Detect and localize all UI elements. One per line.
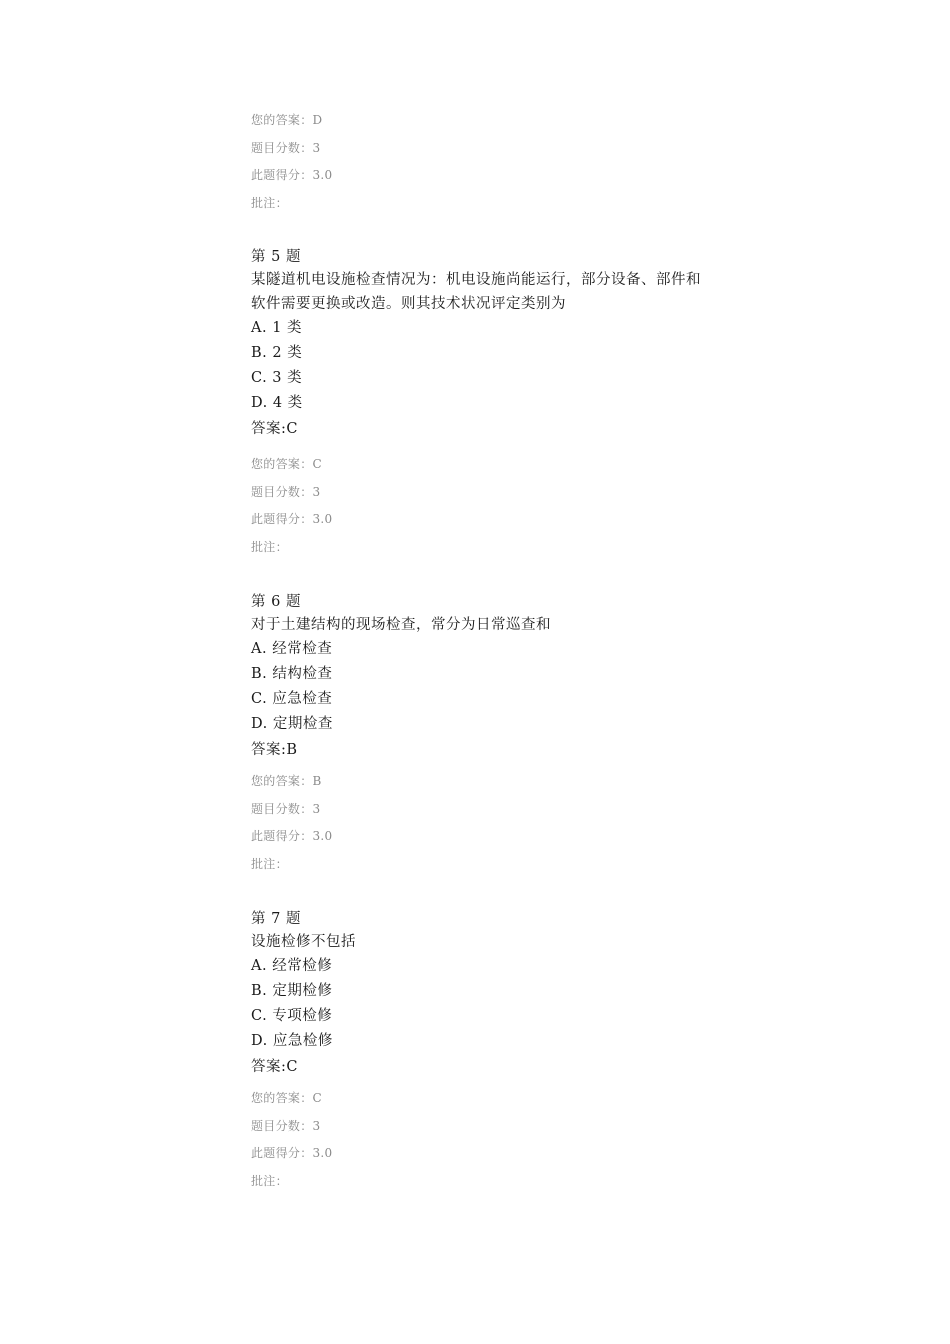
question-5	[251, 246, 711, 442]
question-title: 第 7 题	[251, 911, 301, 927]
option-b: B. 定期检修	[251, 983, 333, 999]
question-score: 题目分数：3	[251, 801, 321, 816]
option-b: B. 2 类	[251, 345, 303, 361]
option-b: B. 结构检查	[251, 666, 333, 682]
your-answer: 您的答案：D	[251, 113, 323, 127]
option-a: A. 经常检查	[251, 641, 333, 657]
question-score: 题目分数：3	[251, 484, 321, 499]
option-d: D. 4 类	[251, 395, 303, 411]
earned-score: 此题得分：3.0	[251, 512, 333, 526]
result-block-q6	[251, 768, 332, 878]
comment-label: 批注：	[251, 1173, 288, 1188]
your-answer: 您的答案：C	[251, 457, 322, 471]
question-title: 第 6 题	[251, 594, 301, 610]
question-stem: 对于土建结构的现场检查，常分为日常巡查和	[251, 617, 551, 633]
question-title: 第 5 题	[251, 249, 301, 265]
earned-score: 此题得分：3.0	[251, 1146, 333, 1160]
correct-answer: 答案:C	[251, 421, 298, 437]
option-c: C. 专项检修	[251, 1008, 333, 1024]
comment-label: 批注：	[251, 539, 288, 554]
option-d: D. 应急检修	[251, 1033, 333, 1049]
result-block-q7	[251, 1085, 332, 1195]
question-score: 题目分数：3	[251, 1118, 321, 1133]
question-6	[251, 591, 711, 763]
question-stem: 设施检修不包括	[251, 934, 356, 950]
correct-answer: 答案:B	[251, 742, 298, 758]
comment-label: 批注：	[251, 856, 288, 871]
result-block-q5	[251, 451, 332, 561]
your-answer: 您的答案：B	[251, 774, 322, 788]
result-block-q4	[251, 107, 332, 217]
earned-score: 此题得分：3.0	[251, 829, 333, 843]
comment-label: 批注：	[251, 195, 288, 210]
earned-score: 此题得分：3.0	[251, 168, 333, 182]
option-a: A. 1 类	[251, 320, 303, 336]
correct-answer: 答案:C	[251, 1059, 298, 1075]
question-stem: 某隧道机电设施检查情况为：机电设施尚能运行，部分设备、部件和软件需要更换或改造。则其技术状况评定类别为	[251, 272, 701, 312]
option-c: C. 应急检查	[251, 691, 333, 707]
question-score: 题目分数：3	[251, 140, 321, 155]
your-answer: 您的答案：C	[251, 1091, 322, 1105]
option-a: A. 经常检修	[251, 958, 333, 974]
option-c: C. 3 类	[251, 370, 303, 386]
option-d: D. 定期检查	[251, 716, 333, 732]
question-7	[251, 908, 711, 1080]
